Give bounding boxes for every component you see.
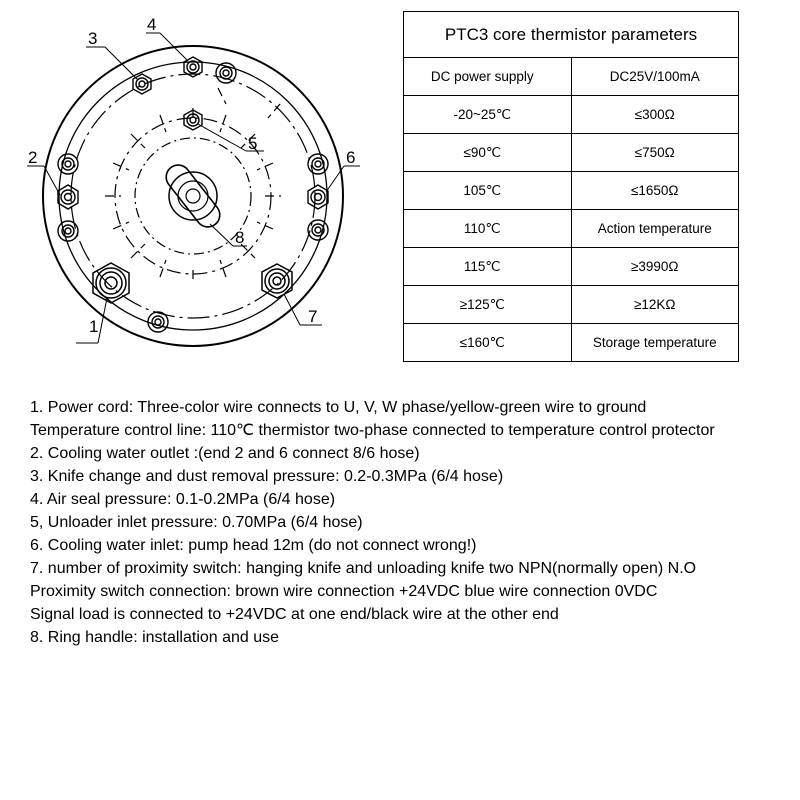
table-cell: ≤300Ω: [571, 96, 739, 134]
table-cell: Storage temperature: [571, 324, 739, 362]
table-row: [404, 172, 739, 210]
note-line: 7. number of proximity switch: hanging knife and unloading knife two NPN(normally open) N.O: [30, 560, 697, 577]
center-hub-core: [186, 189, 200, 203]
table-cell: ≤90℃: [404, 134, 572, 172]
bottom-fitting: [148, 312, 168, 332]
outer-housing-circle: [43, 46, 343, 346]
table-cell: ≥3990Ω: [571, 248, 739, 286]
notes-section: [30, 396, 792, 649]
fitting-6a: [308, 154, 328, 174]
center-hub-outer: [169, 172, 217, 220]
center-hub-inner: [178, 181, 208, 211]
table-cell: 115℃: [404, 248, 572, 286]
note-line: 3. Knife change and dust removal pressure: 0.2-0.3MPa (6/4 hose): [30, 468, 504, 485]
callout-3: 3: [88, 29, 98, 48]
fitting-2b: [58, 185, 78, 209]
table-row: [404, 210, 739, 248]
table-row: [404, 286, 739, 324]
note-line: 6. Cooling water inlet: pump head 12m (do not connect wrong!): [30, 537, 477, 554]
fitting-2c: [58, 221, 78, 241]
table-row: [404, 248, 739, 286]
fitting-2a: [58, 154, 78, 174]
table-cell: -20~25℃: [404, 96, 572, 134]
table-row: [404, 58, 739, 96]
table-row: [404, 324, 739, 362]
callout-1: 1: [89, 317, 99, 336]
leader-lines: [27, 33, 360, 343]
table-cell: DC25V/100mA: [571, 58, 739, 96]
note-line: 4. Air seal pressure: 0.1-0.2MPa (6/4 hose): [30, 491, 336, 508]
table-row: [404, 134, 739, 172]
callout-6: 6: [346, 148, 356, 167]
thermistor-parameter-table: [403, 11, 739, 362]
note-line: Temperature control line: 110℃ thermistor two-phase connected to temperature control protector: [30, 422, 715, 439]
table-row: [404, 96, 739, 134]
table-cell: 105℃: [404, 172, 572, 210]
note-line: 8. Ring handle: installation and use: [30, 629, 280, 646]
table-cell: 110℃: [404, 210, 572, 248]
table-cell: ≥125℃: [404, 286, 572, 324]
table-cell: ≤750Ω: [571, 134, 739, 172]
table-title-row: [404, 12, 739, 58]
spindle-top-view-diagram: [0, 0, 400, 370]
inner-housing-circle: [59, 62, 327, 330]
callout-2: 2: [28, 148, 38, 167]
proximity-switch-fitting-7: [262, 264, 292, 298]
note-line: Signal load is connected to +24VDC at one end/black wire at the other end: [30, 606, 559, 623]
fitting-6b: [308, 185, 328, 209]
note-line: Proximity switch connection: brown wire connection +24VDC blue wire connection 0VDC: [30, 583, 658, 600]
callout-5: 5: [248, 134, 258, 153]
table-cell: ≤1650Ω: [571, 172, 739, 210]
note-line: 5, Unloader inlet pressure: 0.70MPa (6/4 hose): [30, 514, 363, 531]
callout-4: 4: [147, 15, 157, 34]
note-line: 1. Power cord: Three-color wire connects to U, V, W phase/yellow-green wire to ground: [30, 399, 647, 416]
bolt-circle-inner: [135, 138, 251, 254]
ring-handle: [161, 160, 224, 232]
note-line: 2. Cooling water outlet :(end 2 and 6 connect 8/6 hose): [30, 445, 420, 462]
table-title: PTC3 core thermistor parameters: [404, 12, 739, 58]
table-cell: ≤160℃: [404, 324, 572, 362]
callout-8: 8: [235, 228, 245, 247]
table-cell: DC power supply: [404, 58, 572, 96]
fitting-6c: [308, 220, 328, 240]
table-cell: ≥12KΩ: [571, 286, 739, 324]
table-cell: Action temperature: [571, 210, 739, 248]
callout-7: 7: [308, 307, 318, 326]
